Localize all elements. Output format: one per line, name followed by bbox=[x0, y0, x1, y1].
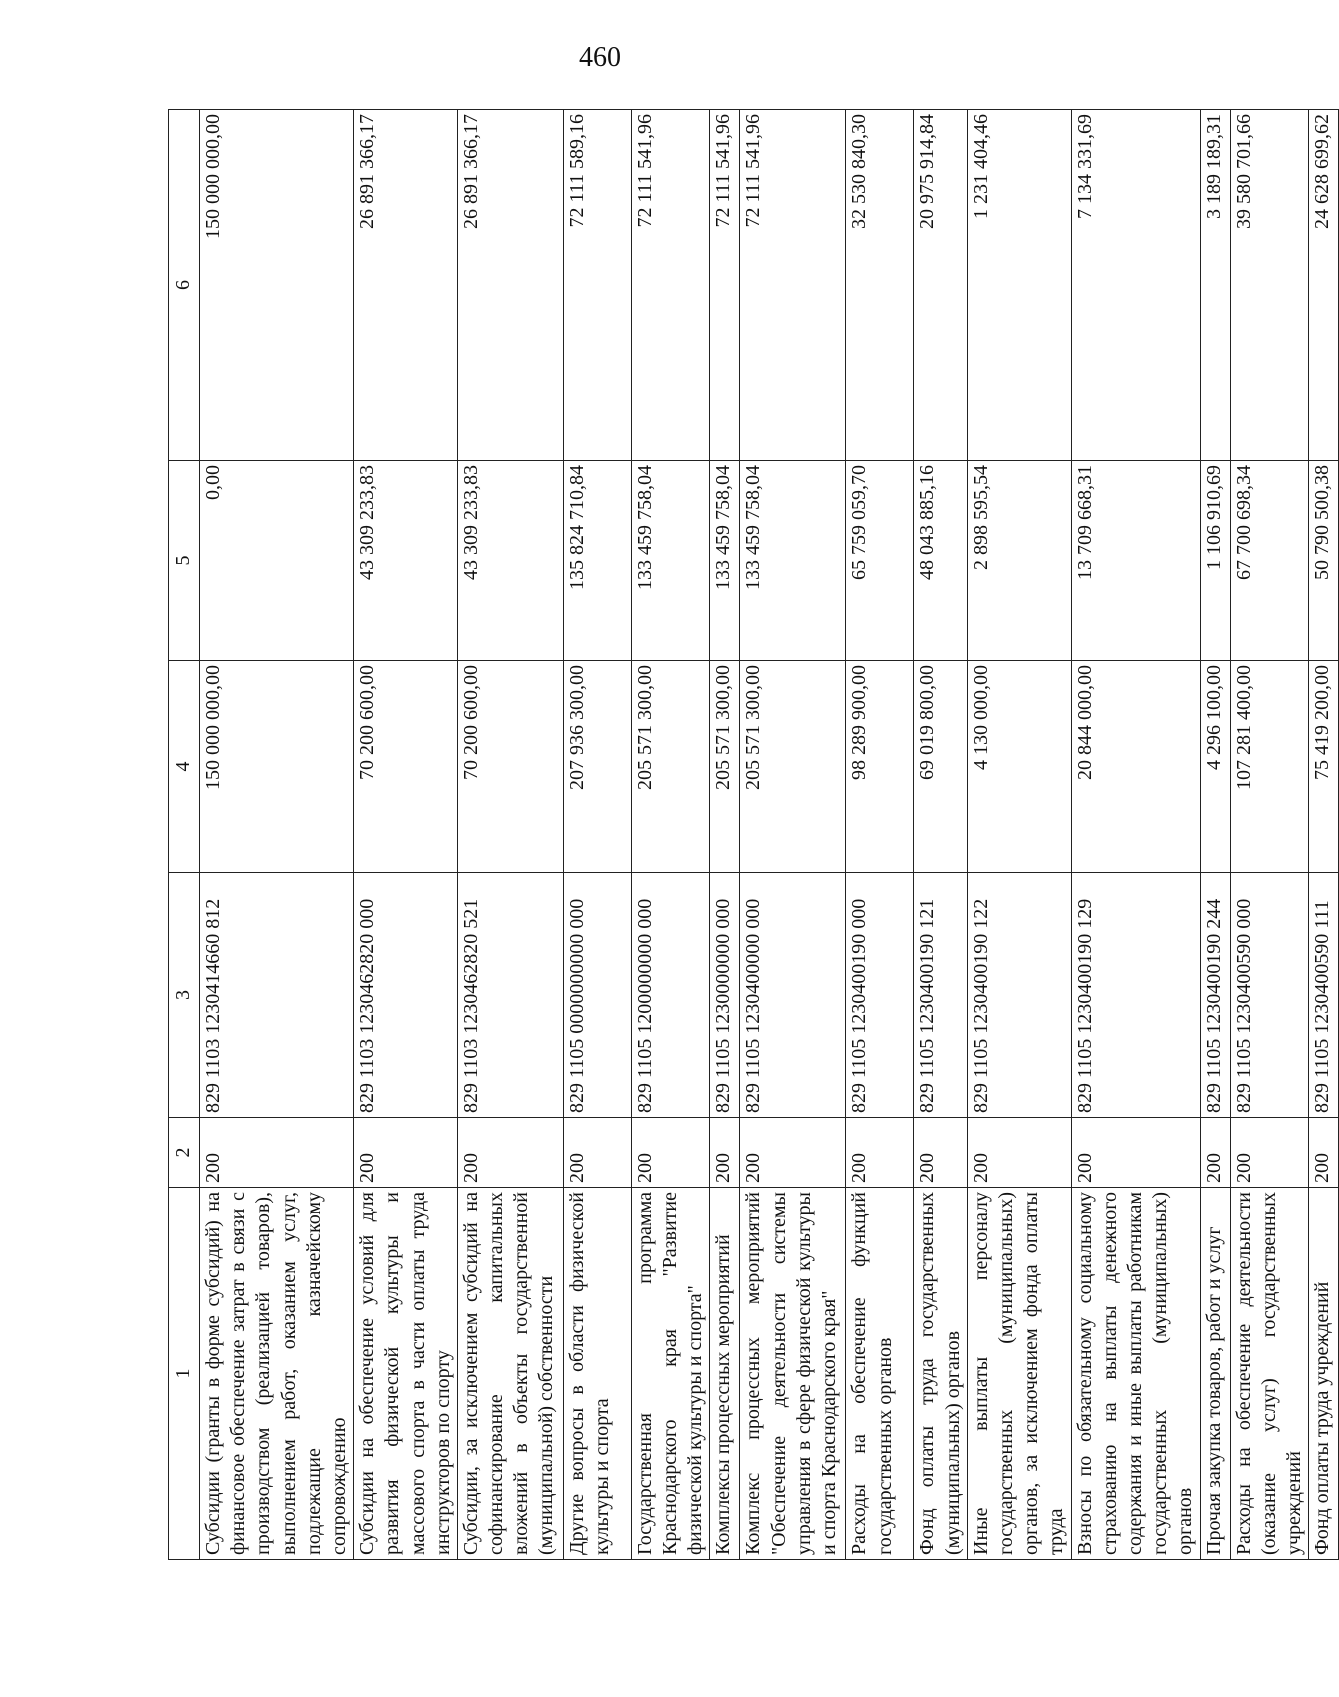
row-col6-cell: 72 111 541,96 bbox=[710, 110, 740, 461]
column-header-4: 4 bbox=[169, 661, 200, 873]
column-header-6: 6 bbox=[169, 110, 200, 461]
budget-table bbox=[168, 109, 1339, 1560]
row-col5-cell: 65 759 059,70 bbox=[846, 461, 914, 661]
row-col4-cell: 205 571 300,00 bbox=[631, 661, 710, 873]
table-row bbox=[200, 110, 354, 1560]
row-col6-cell: 32 530 840,30 bbox=[846, 110, 914, 461]
row-col5-cell: 133 459 758,04 bbox=[740, 461, 846, 661]
row-code-cell: 829 1105 1230400190 000 bbox=[846, 873, 914, 1118]
row-col4-cell: 4 130 000,00 bbox=[967, 661, 1071, 873]
table-row bbox=[1200, 110, 1230, 1560]
row-col2-cell: 200 bbox=[710, 1118, 740, 1188]
row-code-cell: 829 1105 1230400000 000 bbox=[740, 873, 846, 1118]
row-col6-cell: 24 628 699,62 bbox=[1309, 110, 1339, 461]
row-code-cell: 829 1103 1230414660 812 bbox=[200, 873, 354, 1118]
row-name-cell: Государственная программа Краснодарского края "Развитие физической культуры и спорта" bbox=[631, 1188, 710, 1560]
row-col5-cell: 43 309 233,83 bbox=[354, 461, 458, 661]
row-col6-cell: 26 891 366,17 bbox=[457, 110, 563, 461]
row-code-cell: 829 1105 1230000000 000 bbox=[710, 873, 740, 1118]
row-name-cell: Другие вопросы в области физической культуры и спорта bbox=[563, 1188, 631, 1560]
row-col2-cell: 200 bbox=[1071, 1118, 1200, 1188]
row-name-cell: Взносы по обязательному социальному страхованию на выплаты денежного содержания и иные выплаты работникам государственных (муниципальных) органов bbox=[1071, 1188, 1200, 1560]
row-col4-cell: 69 019 800,00 bbox=[914, 661, 967, 873]
table-row bbox=[1071, 110, 1200, 1560]
row-col5-cell: 50 790 500,38 bbox=[1309, 461, 1339, 661]
row-col5-cell: 1 106 910,69 bbox=[1200, 461, 1230, 661]
row-name-cell: Расходы на обеспечение деятельности (оказание услуг) государственных учреждений bbox=[1230, 1188, 1309, 1560]
row-name-cell: Фонд оплаты труда учреждений bbox=[1309, 1188, 1339, 1560]
row-col4-cell: 75 419 200,00 bbox=[1309, 661, 1339, 873]
row-col6-cell: 39 580 701,66 bbox=[1230, 110, 1309, 461]
rotated-table-container bbox=[168, 110, 1334, 1560]
row-col5-cell: 133 459 758,04 bbox=[710, 461, 740, 661]
row-code-cell: 829 1105 1230400190 122 bbox=[967, 873, 1071, 1118]
table-row bbox=[1230, 110, 1309, 1560]
row-col5-cell: 48 043 885,16 bbox=[914, 461, 967, 661]
row-code-cell: 829 1105 1230400190 121 bbox=[914, 873, 967, 1118]
row-col4-cell: 107 281 400,00 bbox=[1230, 661, 1309, 873]
row-name-cell: Иные выплаты персоналу государственных (муниципальных) органов, за исключением фонда оплаты труда bbox=[967, 1188, 1071, 1560]
row-code-cell: 829 1105 1230400590 111 bbox=[1309, 873, 1339, 1118]
table-row bbox=[914, 110, 967, 1560]
table-row bbox=[457, 110, 563, 1560]
row-col4-cell: 70 200 600,00 bbox=[354, 661, 458, 873]
table-row bbox=[740, 110, 846, 1560]
row-code-cell: 829 1105 1230400190 129 bbox=[1071, 873, 1200, 1118]
row-col4-cell: 98 289 900,00 bbox=[846, 661, 914, 873]
table-row bbox=[846, 110, 914, 1560]
row-col5-cell: 67 700 698,34 bbox=[1230, 461, 1309, 661]
row-name-cell: Субсидии, за исключением субсидий на софинансирование капитальных вложений в объекты государственной (муниципальной) собственности bbox=[457, 1188, 563, 1560]
row-col2-cell: 200 bbox=[457, 1118, 563, 1188]
row-col2-cell: 200 bbox=[1309, 1118, 1339, 1188]
row-col4-cell: 20 844 000,00 bbox=[1071, 661, 1200, 873]
page-number: 460 bbox=[579, 42, 621, 73]
row-col4-cell: 207 936 300,00 bbox=[563, 661, 631, 873]
table-row bbox=[631, 110, 710, 1560]
row-col5-cell: 133 459 758,04 bbox=[631, 461, 710, 661]
row-col6-cell: 26 891 366,17 bbox=[354, 110, 458, 461]
row-col6-cell: 1 231 404,46 bbox=[967, 110, 1071, 461]
table-row bbox=[710, 110, 740, 1560]
row-col6-cell: 7 134 331,69 bbox=[1071, 110, 1200, 461]
row-col6-cell: 3 189 189,31 bbox=[1200, 110, 1230, 461]
column-header-5: 5 bbox=[169, 461, 200, 661]
row-col2-cell: 200 bbox=[1200, 1118, 1230, 1188]
column-header-2: 2 bbox=[169, 1118, 200, 1188]
row-name-cell: Прочая закупка товаров, работ и услуг bbox=[1200, 1188, 1230, 1560]
row-col4-cell: 4 296 100,00 bbox=[1200, 661, 1230, 873]
row-name-cell: Субсидии на обеспечение условий для развития физической культуры и массового спорта в части оплаты труда инструкторов по спорту bbox=[354, 1188, 458, 1560]
row-name-cell: Расходы на обеспечение функций государственных органов bbox=[846, 1188, 914, 1560]
row-col4-cell: 150 000 000,00 bbox=[200, 661, 354, 873]
row-code-cell: 829 1105 0000000000 000 bbox=[563, 873, 631, 1118]
row-col2-cell: 200 bbox=[354, 1118, 458, 1188]
row-name-cell: Комплексы процессных мероприятий bbox=[710, 1188, 740, 1560]
row-col6-cell: 72 111 541,96 bbox=[631, 110, 710, 461]
row-col2-cell: 200 bbox=[631, 1118, 710, 1188]
row-col4-cell: 205 571 300,00 bbox=[740, 661, 846, 873]
row-col2-cell: 200 bbox=[563, 1118, 631, 1188]
row-col2-cell: 200 bbox=[200, 1118, 354, 1188]
column-header-3: 3 bbox=[169, 873, 200, 1118]
row-col2-cell: 200 bbox=[967, 1118, 1071, 1188]
table-row bbox=[563, 110, 631, 1560]
row-col6-cell: 72 111 589,16 bbox=[563, 110, 631, 461]
row-code-cell: 829 1105 1200000000 000 bbox=[631, 873, 710, 1118]
row-col2-cell: 200 bbox=[1230, 1118, 1309, 1188]
row-name-cell: Субсидии (гранты в форме субсидий) на финансовое обеспечение затрат в связи с производством (реализацией товаров), выполнением работ, оказанием услуг, подлежащие казначейскому сопровождению bbox=[200, 1188, 354, 1560]
row-code-cell: 829 1103 1230462820 000 bbox=[354, 873, 458, 1118]
row-code-cell: 829 1105 1230400590 000 bbox=[1230, 873, 1309, 1118]
row-col4-cell: 70 200 600,00 bbox=[457, 661, 563, 873]
row-col4-cell: 205 571 300,00 bbox=[710, 661, 740, 873]
row-col5-cell: 2 898 595,54 bbox=[967, 461, 1071, 661]
row-col5-cell: 135 824 710,84 bbox=[563, 461, 631, 661]
table-header-row bbox=[169, 110, 200, 1560]
row-col2-cell: 200 bbox=[914, 1118, 967, 1188]
table-row bbox=[1309, 110, 1339, 1560]
row-col6-cell: 20 975 914,84 bbox=[914, 110, 967, 461]
row-code-cell: 829 1103 1230462820 521 bbox=[457, 873, 563, 1118]
row-col2-cell: 200 bbox=[846, 1118, 914, 1188]
row-col5-cell: 43 309 233,83 bbox=[457, 461, 563, 661]
row-col5-cell: 0,00 bbox=[200, 461, 354, 661]
row-code-cell: 829 1105 1230400190 244 bbox=[1200, 873, 1230, 1118]
row-col5-cell: 13 709 668,31 bbox=[1071, 461, 1200, 661]
row-col6-cell: 72 111 541,96 bbox=[740, 110, 846, 461]
row-col6-cell: 150 000 000,00 bbox=[200, 110, 354, 461]
row-col2-cell: 200 bbox=[740, 1118, 846, 1188]
table-row bbox=[354, 110, 458, 1560]
table-row bbox=[967, 110, 1071, 1560]
column-header-1: 1 bbox=[169, 1188, 200, 1560]
row-name-cell: Фонд оплаты труда государственных (муниципальных) органов bbox=[914, 1188, 967, 1560]
row-name-cell: Комплекс процессных мероприятий "Обеспечение деятельности системы управления в сфере физической культуры и спорта Краснодарского края" bbox=[740, 1188, 846, 1560]
